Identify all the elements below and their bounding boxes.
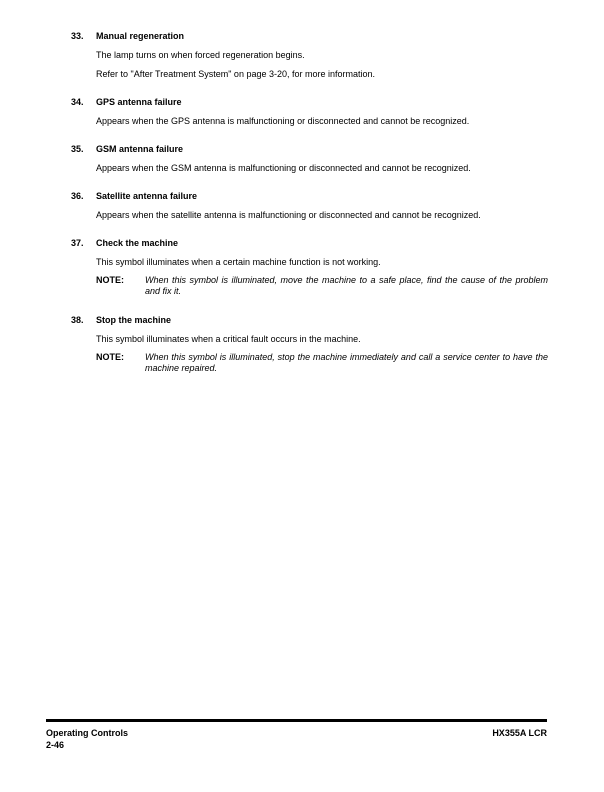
item-heading <box>0 28 604 46</box>
item-heading <box>0 141 604 159</box>
footer-section-title: Operating Controls <box>46 728 129 738</box>
note-block <box>96 349 548 379</box>
item-number: 35. <box>71 144 84 154</box>
item-number: 33. <box>71 31 84 41</box>
item-number: 36. <box>71 191 84 201</box>
list-item-manual-regeneration <box>0 28 604 84</box>
item-title: Check the machine <box>96 238 179 248</box>
note-label: NOTE: <box>96 352 124 362</box>
item-heading <box>0 188 604 206</box>
item-description: Appears when the GPS antenna is malfunctioning or disconnected and cannot be recognized. <box>96 116 470 126</box>
list-item-gps-antenna-failure <box>0 94 604 131</box>
list-item-gsm-antenna-failure <box>0 141 604 178</box>
item-description: This symbol illuminates when a critical fault occurs in the machine. <box>96 334 361 344</box>
footer-left <box>46 727 128 751</box>
note-text: When this symbol is illuminated, stop the machine immediately and call a service center to have the machine repaired. <box>145 352 548 373</box>
item-description: The lamp turns on when forced regeneration begins. <box>96 50 305 60</box>
list-item-satellite-antenna-failure <box>0 188 604 225</box>
item-number: 34. <box>71 97 84 107</box>
note-block <box>96 272 548 302</box>
item-heading <box>0 312 604 330</box>
item-heading <box>0 94 604 112</box>
item-number: 38. <box>71 315 84 325</box>
item-title: Satellite antenna failure <box>96 191 198 201</box>
note-text: When this symbol is illuminated, move the machine to a safe place, find the cause of the problem and fix it. <box>145 275 548 296</box>
list-item-check-the-machine <box>0 235 604 302</box>
item-number: 37. <box>71 238 84 248</box>
item-title: Manual regeneration <box>96 31 185 41</box>
footer-model-name: HX355A LCR <box>492 728 547 738</box>
item-description: Appears when the GSM antenna is malfunctioning or disconnected and cannot be recognized. <box>96 163 471 173</box>
item-title: Stop the machine <box>96 315 172 325</box>
item-title: GPS antenna failure <box>96 97 182 107</box>
page-content <box>0 28 604 389</box>
item-description: This symbol illuminates when a certain machine function is not working. <box>96 257 381 267</box>
item-description: Appears when the satellite antenna is malfunctioning or disconnected and cannot be recognized. <box>96 210 481 220</box>
list-item-stop-the-machine <box>0 312 604 379</box>
footer-page-number: 2-46 <box>46 740 65 750</box>
item-title: GSM antenna failure <box>96 144 184 154</box>
item-heading <box>0 235 604 253</box>
item-reference: Refer to "After Treatment System" on page 3-20, for more information. <box>96 69 376 79</box>
note-label: NOTE: <box>96 275 124 285</box>
footer-divider <box>46 719 547 722</box>
